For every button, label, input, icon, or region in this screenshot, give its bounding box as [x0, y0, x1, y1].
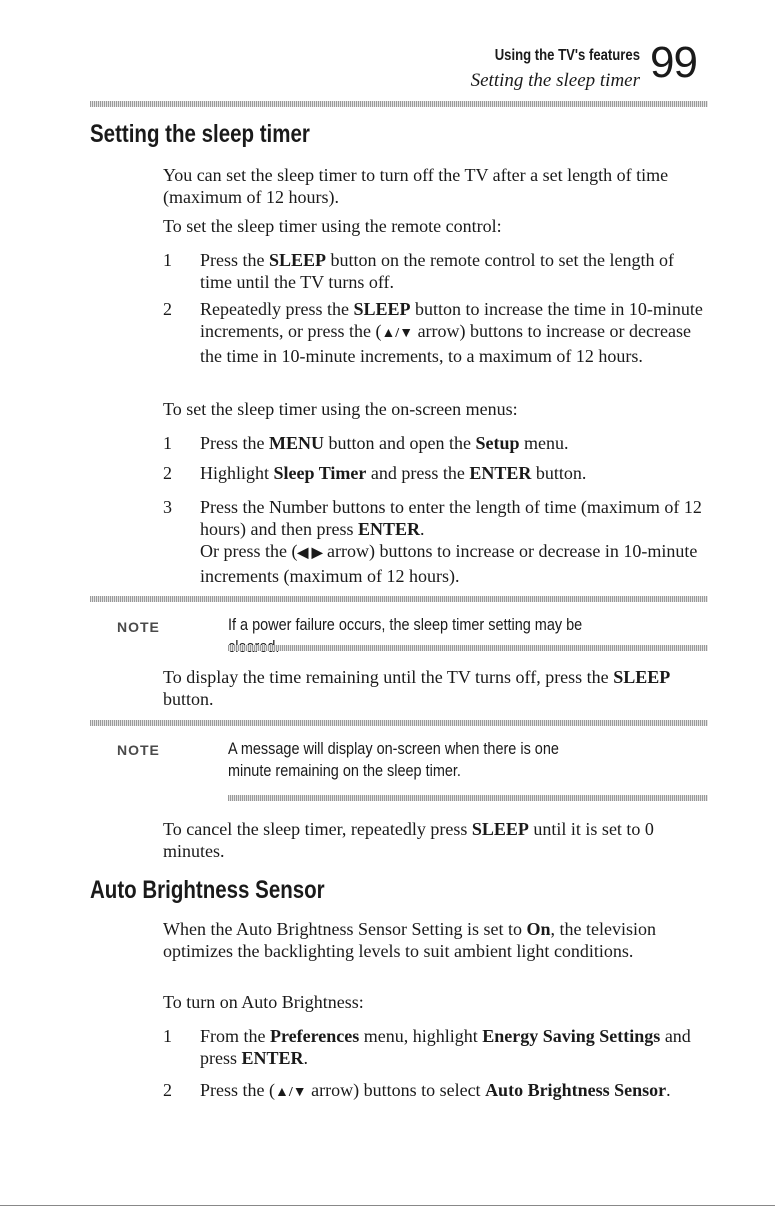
note-label: NOTE — [117, 742, 160, 758]
note-divider — [228, 645, 708, 651]
note-label: NOTE — [117, 619, 160, 635]
section-heading-auto-brightness: Auto Brightness Sensor — [90, 876, 325, 904]
step-number: 1 — [163, 1026, 172, 1046]
step-number: 2 — [163, 463, 172, 483]
page-number: 99 — [650, 38, 697, 87]
up-down-arrow-icon: ▲/▼ — [381, 326, 414, 341]
left-right-arrow-icon: ◀ ▶ — [297, 546, 323, 561]
page-bottom-edge — [0, 1205, 775, 1206]
turn-on-intro: To turn on Auto Brightness: — [163, 992, 364, 1012]
note-divider — [90, 720, 708, 726]
auto-brightness-intro: When the Auto Brightness Sensor Setting is set to On, the television optimizes the backlighting levels to suit ambient light conditions. — [163, 919, 656, 961]
header-divider — [90, 101, 708, 107]
note-text: A message will display on-screen when there is one minute remaining on the sleep timer. — [228, 739, 559, 780]
note-divider — [228, 795, 708, 801]
step-text: From the Preferences menu, highlight Energy Saving Settings and press ENTER. — [200, 1026, 691, 1068]
display-remaining-text: To display the time remaining until the TV turns off, press the SLEEP button. — [163, 667, 671, 709]
sleep-timer-intro: You can set the sleep timer to turn off the TV after a set length of time (maximum of 12 hours). — [163, 165, 669, 207]
note-text: If a power failure occurs, the sleep timer setting may be — [228, 615, 583, 634]
menu-intro: To set the sleep timer using the on-screen menus: — [163, 399, 518, 419]
step-text: Press the (▲/▼ arrow) buttons to select Auto Brightness Sensor. — [200, 1080, 671, 1100]
running-header-subsection: Setting the sleep timer — [470, 70, 640, 91]
running-header-section: Using the TV's features — [494, 47, 640, 64]
step-text: Press the MENU button and open the Setup menu. — [200, 433, 569, 453]
step-text: Press the Number buttons to enter the length of time (maximum of 12 hours) and then press ENTER. Or press the (◀ ▶ arrow) buttons to increase or decrease in 10-minute increments (maximum of 12 hours). — [200, 497, 702, 586]
step-text: Press the SLEEP button on the remote control to set the length of time until the TV turns off. — [200, 250, 674, 292]
step-number: 2 — [163, 299, 172, 319]
cancel-timer-text: To cancel the sleep timer, repeatedly press SLEEP until it is set to 0 minutes. — [163, 819, 654, 861]
step-number: 2 — [163, 1080, 172, 1100]
remote-intro: To set the sleep timer using the remote control: — [163, 216, 502, 236]
step-number: 1 — [163, 250, 172, 270]
step-number: 3 — [163, 497, 172, 517]
step-number: 1 — [163, 433, 172, 453]
section-heading-sleep-timer: Setting the sleep timer — [90, 120, 310, 148]
up-down-arrow-icon: ▲/▼ — [275, 1085, 307, 1100]
note-divider — [90, 596, 708, 602]
step-text: Highlight Sleep Timer and press the ENTER button. — [200, 463, 587, 483]
step-text: Repeatedly press the SLEEP button to increase the time in 10-minute increments, or press the (▲/▼ arrow) buttons to increase or decrease the time in 10-minute increments, to a maximum of 12 hours. — [200, 299, 703, 366]
